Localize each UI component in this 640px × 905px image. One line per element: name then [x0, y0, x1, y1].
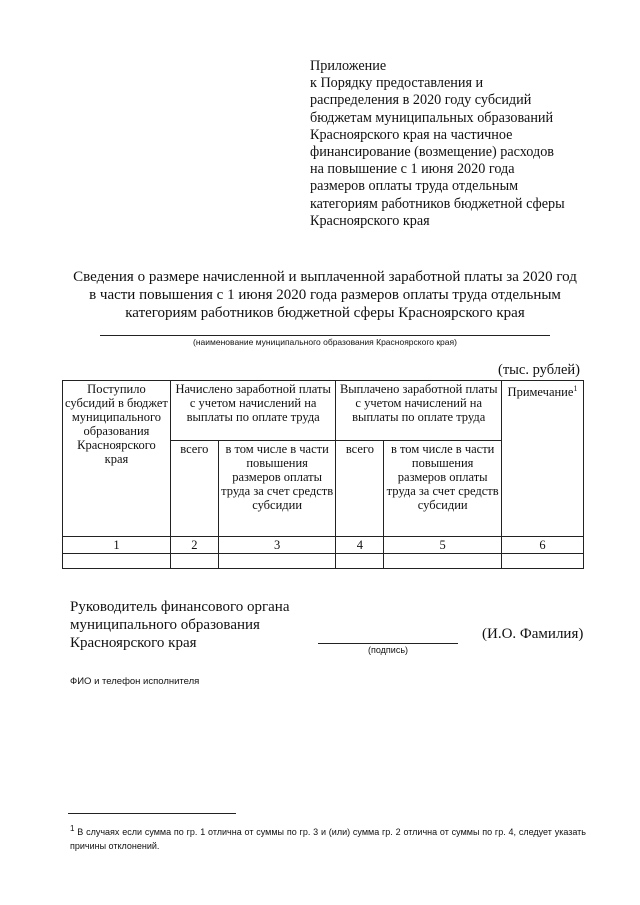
footnote [70, 822, 586, 853]
annex-line: Красноярского края на частичное [310, 126, 513, 143]
signature-caption: (подпись) [367, 645, 409, 655]
footnote-separator [68, 813, 236, 814]
footnote-text: В случаях если сумма по гр. 1 отлична от суммы по гр. 3 и (или) сумма гр. 2 отлична от суммы по гр. 4, следует указать причины отклонений. [70, 827, 586, 851]
footnote-ref: 1 [573, 384, 578, 393]
column-number: 5 [384, 537, 502, 554]
column-number-row [63, 537, 584, 554]
column-number: 1 [63, 537, 171, 554]
annex-line: размеров оплаты труда отдельным [310, 178, 519, 195]
table-cell [384, 554, 502, 569]
table-header-row [63, 381, 584, 441]
title-line: категориям работников бюджетной сферы Красноярского края [125, 305, 525, 321]
table-cell [336, 554, 384, 569]
annex-line: на повышение с 1 июня 2020 года [310, 161, 515, 178]
column-number: 2 [170, 537, 218, 554]
table-empty-row [63, 554, 584, 569]
column-number: 3 [218, 537, 336, 554]
signature-line [318, 643, 458, 644]
municipality-caption: (наименование муниципального образования Красноярского края) [193, 337, 457, 347]
subheader-paid-including: в том числе в части повышения размеров оплаты труда за счет средств субсидии [384, 441, 502, 537]
signatory-line: Руководитель финансового органа [70, 599, 290, 615]
table-cell [170, 554, 218, 569]
subheader-accrued-total: всего [170, 441, 218, 537]
table-cell [218, 554, 336, 569]
executor-label: ФИО и телефон исполнителя [70, 676, 200, 687]
signatory-position [70, 598, 290, 652]
annex-heading [310, 58, 610, 230]
header-received-subsidies: Поступило субсидий в бюджет муниципального образования Красноярского края [63, 381, 171, 537]
footnote-number: 1 [70, 824, 75, 833]
table-cell [502, 554, 584, 569]
header-accrued: Начислено заработной платы с учетом начислений на выплаты по оплате труда [170, 381, 336, 441]
signatory-line: муниципального образования [70, 617, 260, 633]
header-paid: Выплачено заработной платы с учетом начислений на выплаты по оплате труда [336, 381, 502, 441]
header-note-label: Примечание [507, 385, 574, 400]
subheader-accrued-including: в том числе в части повышения размеров оплаты труда за счет средств субсидии [218, 441, 336, 537]
annex-line: Приложение [310, 58, 387, 74]
subheader-paid-total: всего [336, 441, 384, 537]
title-line: в части повышения с 1 июня 2020 года размеров оплаты труда отдельным [89, 287, 561, 303]
column-number: 6 [502, 537, 584, 554]
annex-line: к Порядку предоставления и [310, 75, 484, 92]
report-table [62, 380, 584, 569]
annex-line: Красноярского края [310, 212, 430, 229]
table-cell [63, 554, 171, 569]
municipality-underline [100, 335, 550, 336]
annex-line: финансирование (возмещение) расходов [310, 144, 555, 161]
annex-line: распределения в 2020 году субсидий [310, 92, 532, 109]
title-line: Сведения о размере начисленной и выплаченной заработной платы за 2020 год [73, 269, 577, 285]
annex-line: категориям работников бюджетной сферы [310, 195, 565, 212]
column-number: 4 [336, 537, 384, 554]
signatory-line: Красноярского края [70, 635, 197, 651]
signatory-name-placeholder: (И.О. Фамилия) [482, 626, 584, 642]
units-label: (тыс. рублей) [498, 362, 580, 378]
annex-line: бюджетам муниципальных образований [310, 109, 554, 126]
document-title [40, 268, 610, 322]
header-note [502, 381, 584, 537]
